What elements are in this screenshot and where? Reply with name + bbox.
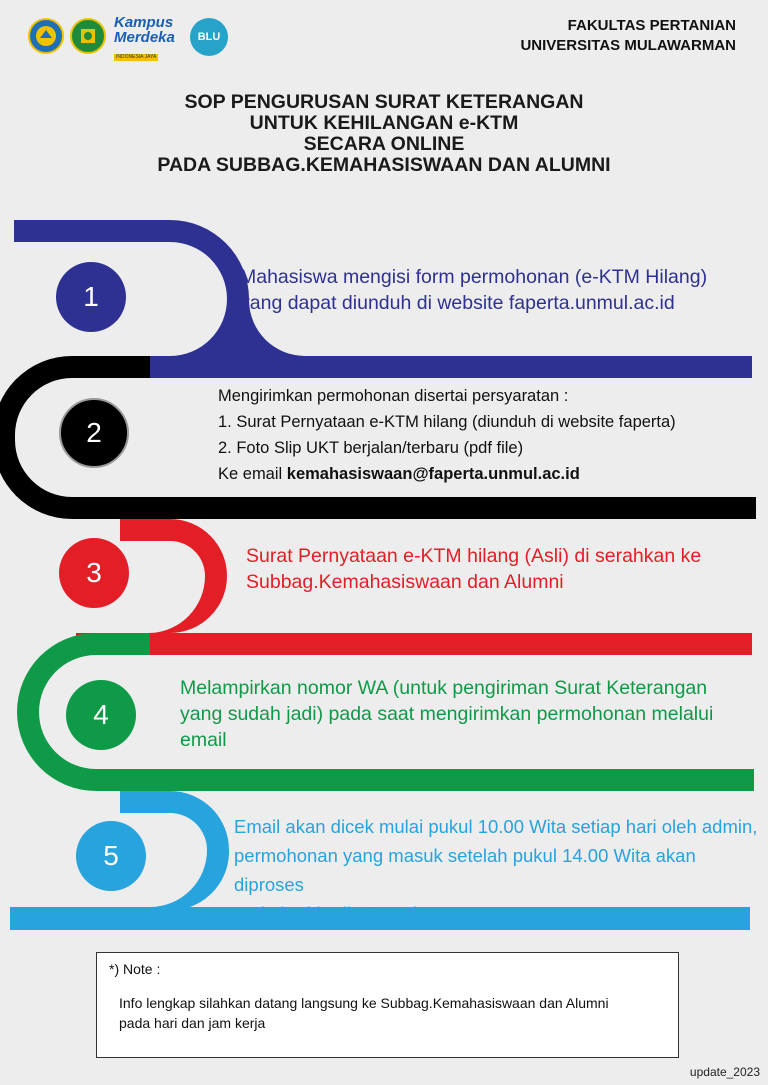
- note-line2: pada hari dan jam kerja: [119, 1015, 266, 1031]
- step-2-email[interactable]: kemahasiswaan@faperta.unmul.ac.id: [286, 465, 580, 483]
- note-line1: Info lengkap silahkan datang langsung ke Subbag.Kemahasiswaan dan Alumni: [119, 995, 609, 1011]
- faculty-line2: UNIVERSITAS MULAWARMAN: [520, 37, 736, 54]
- step-3-text: [246, 543, 701, 595]
- step-2-line1: Mengirimkan permohonan disertai persyaratan :: [218, 387, 569, 405]
- step-4-line3: email: [180, 729, 227, 751]
- step-4-text: [180, 675, 713, 753]
- step-4-line2: yang sudah jadi) pada saat mengirimkan permohonan melalui: [180, 703, 714, 725]
- step-5-line3: pada hari berikutnya *): [234, 903, 421, 924]
- step-2-text: [218, 383, 676, 487]
- note-heading: *) Note :: [109, 961, 161, 977]
- title-line1: SOP PENGURUSAN SURAT KETERANGAN: [184, 91, 584, 113]
- step-5-number: 5: [76, 821, 146, 891]
- step-3-line1: Surat Pernyataan e-KTM hilang (Asli) di serahkan ke: [246, 545, 702, 567]
- step-3-number: 3: [59, 538, 129, 608]
- faculty-line1: FAKULTAS PERTANIAN: [567, 17, 736, 34]
- step-3-line2: Subbag.Kemahasiswaan dan Alumni: [246, 571, 564, 593]
- kampus-merdeka-line2: Merdeka: [114, 29, 175, 46]
- kampus-merdeka-line1: Kampus: [114, 14, 174, 31]
- step-2-email-line: [218, 461, 676, 487]
- step-4-line1: Melampirkan nomor WA (untuk pengiriman Surat Keterangan: [180, 677, 708, 699]
- step-1-text: [240, 264, 707, 316]
- step-5-line1: Email akan dicek mulai pukul 10.00 Wita setiap hari oleh admin,: [234, 816, 758, 837]
- step-4-number: 4: [66, 680, 136, 750]
- step-2-line2: 1. Surat Pernyataan e-KTM hilang (diunduh di website faperta): [218, 413, 676, 431]
- step-1-line1: Mahasiswa mengisi form permohonan (e-KTM Hilang): [240, 266, 708, 288]
- step-2-number: 2: [59, 398, 129, 468]
- step-5-text: [234, 812, 768, 928]
- blu-logo-text: BLU: [197, 31, 221, 43]
- step-1-number: 1: [56, 262, 126, 332]
- step-2-email-prefix: Ke email: [218, 465, 287, 483]
- step-1-line2: yang dapat diunduh di website faperta.unmul.ac.id: [240, 292, 675, 314]
- update-label: update_2023: [689, 1065, 760, 1079]
- step-5-line2: permohonan yang masuk setelah pukul 14.00 Wita akan diproses: [234, 845, 696, 895]
- kampus-merdeka-sub: INDONESIA JAYA: [116, 54, 157, 60]
- title-line2: UNTUK KEHILANGAN e-KTM: [249, 112, 519, 134]
- note-body: [119, 993, 609, 1033]
- title-line4: PADA SUBBAG.KEMAHASISWAAN DAN ALUMNI: [157, 154, 611, 176]
- note-box: [96, 952, 679, 1058]
- step-2-line3: 2. Foto Slip UKT berjalan/terbaru (pdf file): [218, 439, 524, 457]
- title-line3: SECARA ONLINE: [303, 133, 465, 155]
